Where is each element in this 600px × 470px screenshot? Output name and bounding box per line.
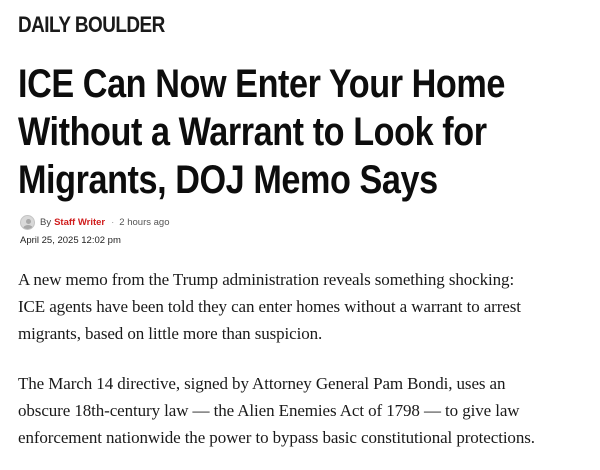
- paragraph-line: migrants, based on little more than suspicion.: [18, 324, 323, 343]
- article-headline: [18, 60, 582, 204]
- byline-by-label: By: [40, 217, 52, 228]
- author-link[interactable]: Staff Writer: [54, 217, 106, 228]
- headline-line: ICE Can Now Enter Your Home: [18, 62, 505, 106]
- site-logo[interactable]: DAILY BOULDER: [18, 12, 165, 37]
- paragraph-line: enforcement nationwide the power to bypass basic constitutional protections.: [18, 428, 535, 447]
- user-avatar-icon: [20, 215, 35, 230]
- paragraph-line: obscure 18th-century law — the Alien Enemies Act of 1798 — to give law: [18, 401, 520, 420]
- paragraph-line: ICE agents have been told they can enter homes without a warrant to arrest: [18, 297, 521, 316]
- article-paragraph-1: [18, 266, 521, 347]
- publish-date: April 25, 2025 12:02 pm: [20, 235, 121, 246]
- paragraph-line: The March 14 directive, signed by Attorney General Pam Bondi, uses an: [18, 374, 506, 393]
- article-paragraph-2: [18, 370, 535, 451]
- headline-line: Migrants, DOJ Memo Says: [18, 158, 438, 202]
- byline: [20, 215, 169, 230]
- paragraph-line: A new memo from the Trump administration reveals something shocking:: [18, 270, 515, 289]
- byline-separator: ·: [111, 217, 115, 228]
- relative-time: 2 hours ago: [119, 217, 170, 228]
- headline-line: Without a Warrant to Look for: [18, 110, 487, 154]
